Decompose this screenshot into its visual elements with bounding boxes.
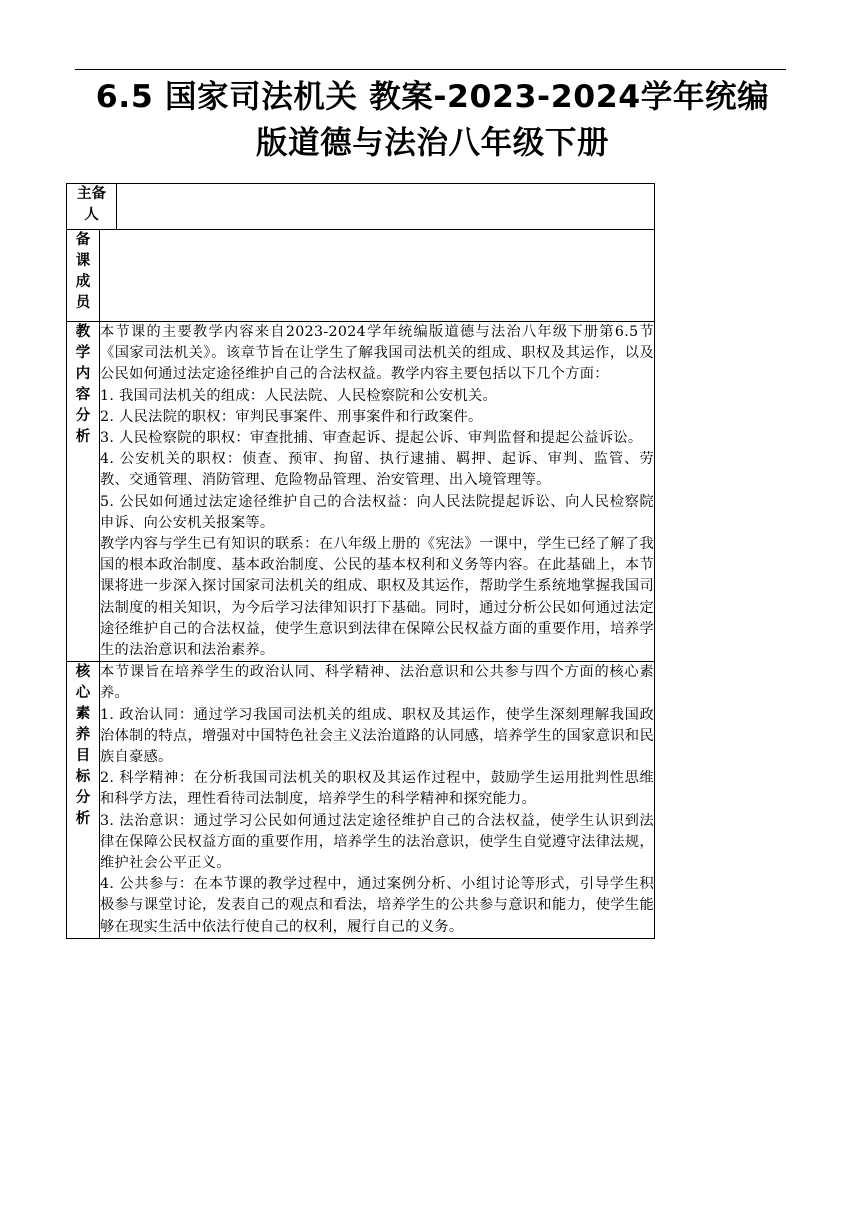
paragraph: 教学内容与学生已有知识的联系：在八年级上册的《宪法》一课中，学生已经了解了我国的根本政治制度、基本政治制度、公民的基本权利和义务等内容。在此基础上，本节课将进一步深入探讨国家司法机关的组成、职权及其运作，帮助学生系统地掌握我国司法制度的相关知识，为今后学习法律知识打下基础。同时，通过分析公民如何通过法定途径维护自己的合法权益，使学生意识到法律在保障公民权益方面的重要作用，培养学生的法治意识和法治素养。	[100, 536, 654, 659]
members-label-char: 课	[75, 253, 91, 269]
row-content-analysis	[67, 322, 655, 662]
content-analysis-label-char: 学	[75, 345, 91, 361]
members-label-char: 员	[75, 295, 91, 311]
content-analysis-label-char: 容	[75, 387, 91, 403]
host-label-line: 主备	[77, 186, 106, 202]
paragraph: 本节课的主要教学内容来自2023-2024学年统编版道德与法治八年级下册第6.5节《国家司法机关》。该章节旨在让学生了解我国司法机关的组成、职权及其运作，以及公民如何通过法定途径维护自己的合法权益。教学内容主要包括以下几个方面：	[100, 324, 654, 383]
content-analysis-cell	[100, 322, 655, 662]
row-core-literacy	[67, 662, 655, 939]
title-line-1: 6.5 国家司法机关 教案-2023-2024学年统编	[95, 79, 770, 115]
paragraph: 2. 人民法院的职权：审判民事案件、刑事案件和行政案件。	[100, 408, 483, 425]
host-value-cell	[117, 184, 655, 230]
content-analysis-label-char: 内	[75, 366, 91, 382]
core-literacy-label-char: 心	[75, 685, 91, 702]
core-literacy-cell	[100, 662, 655, 939]
core-literacy-label-cell	[67, 662, 100, 939]
row-members	[67, 230, 655, 322]
paragraph: 5. 公民如何通过法定途径维护自己的合法权益：向人民法院提起诉讼、向人民检察院申诉、向公安机关报案等。	[100, 493, 654, 531]
paragraph: 4. 公安机关的职权：侦查、预审、拘留、执行逮捕、羁押、起诉、审判、监管、劳教、交通管理、消防管理、危险物品管理、治安管理、出入境管理等。	[100, 451, 654, 489]
lesson-plan-table	[66, 183, 655, 939]
content-analysis-label-char: 析	[75, 429, 91, 445]
content-analysis-label-char: 分	[75, 408, 91, 424]
host-label-cell	[67, 184, 117, 230]
core-literacy-label-char: 养	[75, 727, 91, 744]
title-line-2: 版道德与法治八年级下册	[255, 125, 610, 161]
row-host	[67, 184, 655, 230]
core-literacy-label-char: 素	[75, 706, 91, 723]
paragraph: 4. 公共参与：在本节课的教学过程中，通过案例分析、小组讨论等形式，引导学生积极参与课堂讨论，发表自己的观点和看法，培养学生的公共参与意识和能力，使学生能够在现实生活中依法行使自己的权利，履行自己的义务。	[100, 876, 654, 935]
members-label-char: 成	[75, 274, 91, 290]
members-label-cell	[67, 230, 100, 322]
paragraph: 本节课旨在培养学生的政治认同、科学精神、法治意识和公共参与四个方面的核心素养。	[100, 664, 654, 702]
members-value-cell	[100, 230, 655, 322]
core-literacy-label-char: 分	[75, 790, 91, 807]
core-literacy-label-char: 核	[75, 664, 91, 681]
paragraph: 3. 人民检察院的职权：审查批捕、审查起诉、提起公诉、审判监督和提起公益诉讼。	[100, 430, 643, 447]
page-title	[70, 74, 795, 166]
paragraph: 3. 法治意识：通过学习公民如何通过法定途径维护自己的合法权益，使学生认识到法律在保障公民权益方面的重要作用，培养学生的法治意识，使学生自觉遵守法律法规，维护社会公平正义。	[100, 812, 654, 872]
content-analysis-label-cell	[67, 322, 100, 662]
paragraph: 1. 我国司法机关的组成：人民法院、人民检察院和公安机关。	[100, 387, 498, 404]
paragraph: 1. 政治认同：通过学习我国司法机关的组成、职权及其运作，使学生深刻理解我国政治体制的特点，增强对中国特色社会主义法治道路的认同感，培养学生的国家意识和民族自豪感。	[100, 706, 654, 766]
host-label-line: 人	[84, 207, 99, 223]
header-rule	[75, 69, 786, 70]
core-literacy-label-char: 目	[75, 748, 91, 765]
core-literacy-label-char: 标	[75, 769, 91, 786]
paragraph: 2. 科学精神：在分析我国司法机关的职权及其运作过程中，鼓励学生运用批判性思维和科学方法，理性看待司法制度，培养学生的科学精神和探究能力。	[100, 770, 654, 808]
members-label-char: 备	[75, 232, 91, 248]
content-analysis-label-char: 教	[75, 324, 91, 340]
core-literacy-label-char: 析	[75, 811, 91, 828]
